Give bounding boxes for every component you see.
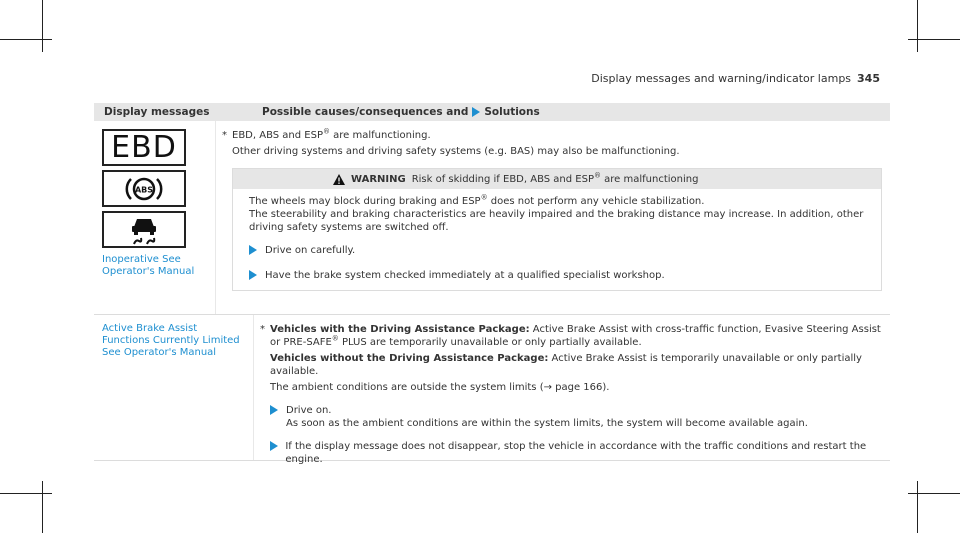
asterisk: * [260,324,265,335]
step-text-detail: As soon as the ambient conditions are within the system limits, the system will become available again. [286,418,808,429]
crop-mark [42,481,43,533]
warning-header [233,169,881,189]
without-package-text: Active Brake Assist is temporarily unavailable or only partially available. [270,353,862,377]
registered-mark: ® [322,127,330,136]
warning-label: WARNING [351,173,406,185]
solution-step [249,269,871,284]
warning-box [232,168,882,291]
header-solutions-text: Solutions [484,106,540,118]
running-head-text: Display messages and warning/indicator lamps [591,72,852,85]
inoperative-link[interactable]: Inoperative See Operator's Manual [102,254,195,277]
crop-mark [0,493,52,494]
header-display-messages: Display messages [104,106,210,118]
solution-step [270,404,882,430]
header-causes-text: Possible causes/consequences and [262,106,469,118]
abs-icon [102,170,186,207]
step-text: Drive on. [286,405,332,416]
esp-icon-graphic [124,214,164,246]
cause-without-package [270,352,882,378]
step-text: If the display message does not disappear, stop the vehicle in accordance with the traffic conditions and restart the engine. [285,441,867,465]
warning-paragraph [249,195,871,208]
warning-title-end: are malfunctioning [600,173,699,185]
table-row [94,121,890,315]
running-head [591,72,880,85]
warning-title [412,173,699,186]
with-package-text: Active Brake Assist with cross-traffic function, Evasive Steering Assist or PRE-SAFE [270,324,881,348]
cause-text-end: are malfunctioning. [329,130,431,141]
ebd-icon [102,129,186,166]
esp-icon [102,211,186,248]
crop-mark [917,481,918,533]
display-message-cell [94,315,254,460]
crop-mark [917,0,918,52]
step-arrow-icon [270,440,285,466]
solution-step [270,440,882,466]
warning-title-text: Risk of skidding if EBD, ABS and ESP [411,173,594,185]
abs-icon-label: ABS [134,185,154,194]
cause-line [222,127,882,142]
warning-paragraph-2: The steerability and braking characteristics are heavily impaired and the braking distance may increase. In addition, other driving safety systems are switched off. [249,209,864,233]
table-row [94,315,890,465]
step-text: Have the brake system checked immediately at a qualified specialist workshop. [265,270,665,281]
abs-icon-graphic [122,173,166,205]
causes-cell [216,121,890,314]
warning-body [233,189,881,290]
active-brake-assist-link[interactable]: Active Brake Assist Functions Currently Limited See Operator's Manual [102,323,240,358]
registered-mark: ® [593,171,601,180]
display-message-cell [94,121,216,314]
step-arrow-icon [270,404,286,430]
crop-mark [42,0,43,52]
with-package-end: PLUS are temporarily unavailable or only partially available. [338,337,642,348]
crop-mark [0,39,52,40]
causes-cell [254,315,890,465]
warning-triangle-icon [333,174,345,185]
table-header [94,103,890,121]
step-text: Drive on carefully. [265,245,356,256]
header-causes [254,106,890,118]
step-arrow-icon [249,244,265,259]
step-arrow-icon [249,269,265,284]
arrow-right-icon [472,107,480,117]
asterisk: * [222,130,227,141]
registered-mark: ® [331,334,339,343]
page-number: 345 [857,72,880,85]
ebd-icon-text: EBD [111,130,177,165]
without-package-heading: Vehicles without the Driving Assistance Package: [270,353,549,364]
messages-table [94,103,890,465]
crop-mark [908,39,960,40]
cause-with-package [260,323,882,349]
registered-mark: ® [480,193,488,202]
cause-text: EBD, ABS and ESP [232,130,323,141]
with-package-heading: Vehicles with the Driving Assistance Package: [270,324,530,335]
crop-mark [908,493,960,494]
cause-line-2: Other driving systems and driving safety systems (e.g. BAS) may also be malfunctioning. [232,146,680,157]
warning-p1-text: The wheels may block during braking and ESP [249,196,481,207]
step-text-group [286,404,808,430]
ambient-text: The ambient conditions are outside the system limits (→ page 166). [270,382,610,393]
solution-step [249,244,871,259]
warning-p1-end: does not perform any vehicle stabilization. [487,196,705,207]
